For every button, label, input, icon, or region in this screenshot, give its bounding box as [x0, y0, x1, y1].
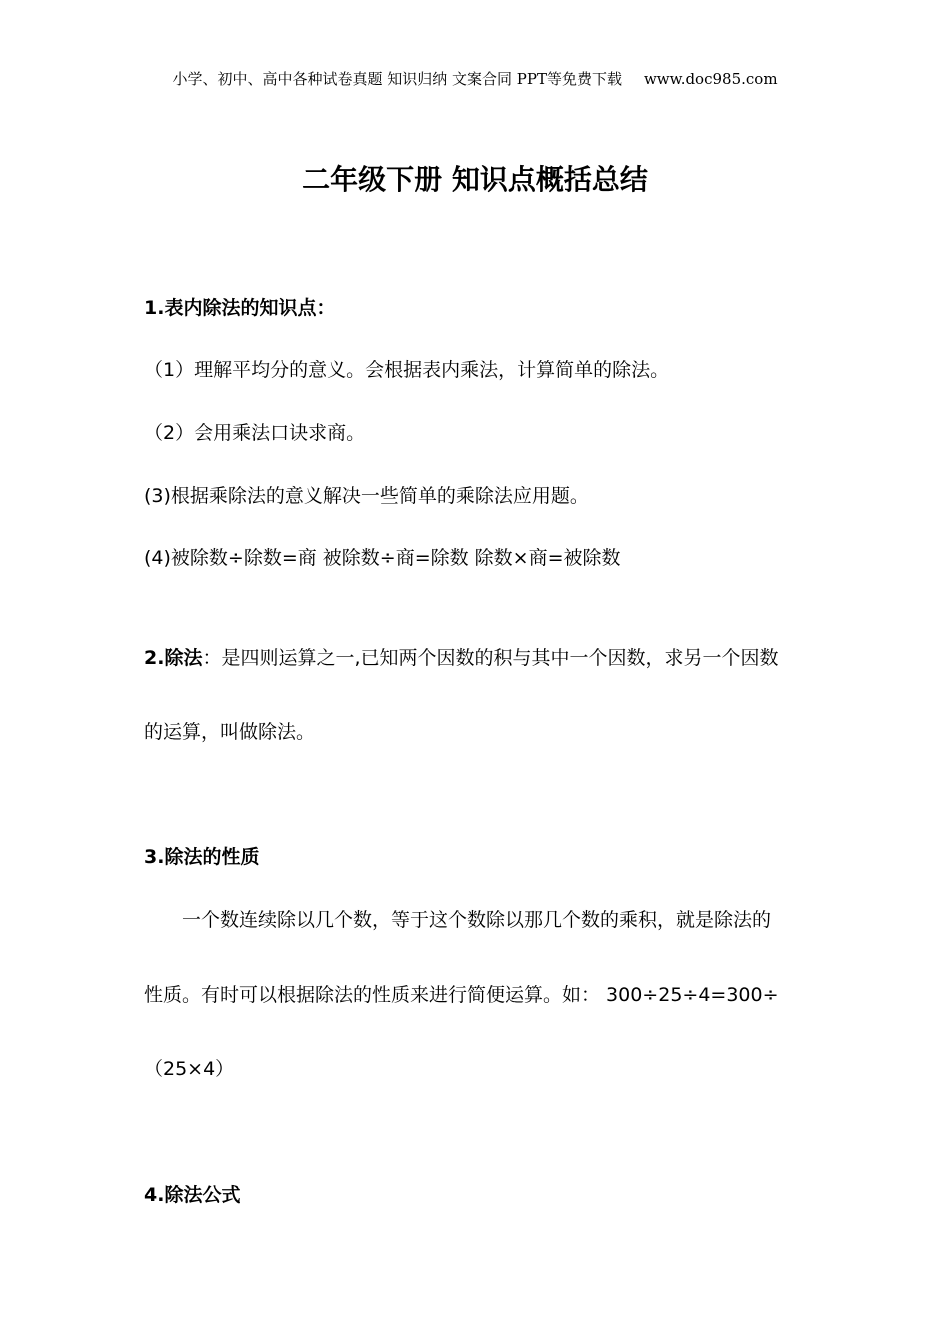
section1-item-1: （1）理解平均分的意义。会根据表内乘法，计算简单的除法。 — [144, 359, 670, 381]
section3-line3: （25×4） — [144, 1058, 235, 1080]
section1-item-4: (4)被除数÷除数=商 被除数÷商=除数 除数×商=被除数 — [144, 547, 621, 569]
section3-line1: 一个数连续除以几个数，等于这个数除以那几个数的乘积，就是除法的 — [182, 909, 772, 931]
section3-heading: 3.除法的性质 — [144, 846, 260, 868]
header-site-link[interactable]: www.doc985.com — [643, 70, 778, 88]
section1-heading: 1.表内除法的知识点： — [144, 297, 336, 319]
section2-heading: 2.除法 — [144, 647, 203, 669]
section2-text-line1: ：是四则运算之一,已知两个因数的积与其中一个因数，求另一个因数 — [202, 647, 779, 669]
header-text: 小学、初中、高中各种试卷真题 知识归纳 文案合同 PPT等免费下载 — [172, 70, 622, 88]
section2-text-line2: 的运算，叫做除法。 — [144, 721, 316, 743]
page-header — [0, 68, 950, 89]
section4-heading: 4.除法公式 — [144, 1184, 241, 1206]
section1-item-3: (3)根据乘除法的意义解决一些简单的乘除法应用题。 — [144, 485, 589, 507]
section1-item-2: （2）会用乘法口诀求商。 — [144, 422, 366, 444]
section3-line2: 性质。有时可以根据除法的性质来进行简便运算。如： 300÷25÷4=300÷ — [144, 984, 779, 1006]
section2-paragraph-line1 — [144, 646, 779, 670]
document-title: 二年级下册 知识点概括总结 — [302, 163, 648, 196]
